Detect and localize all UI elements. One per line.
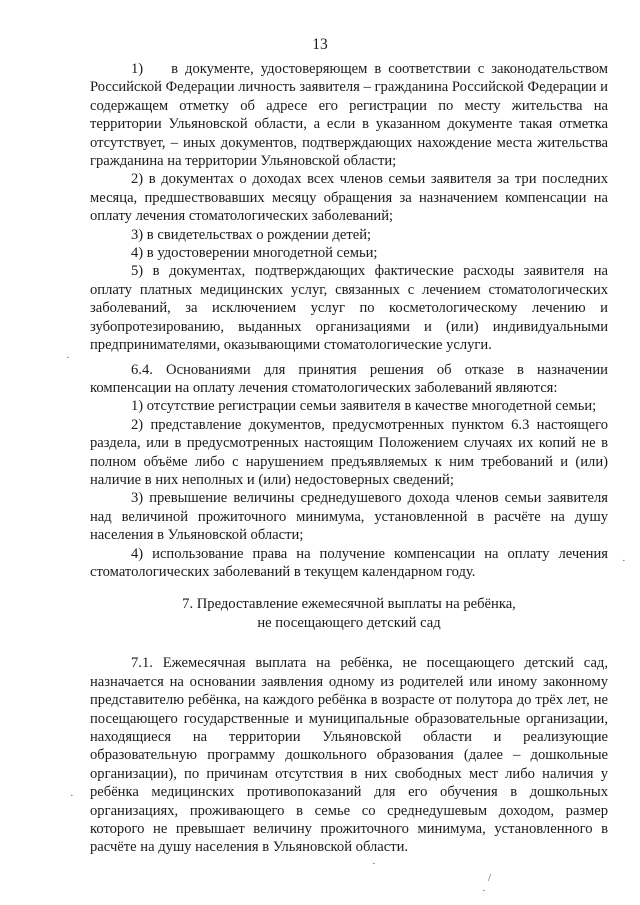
- refusal-item-1: 1) отсутствие регистрации семьи заявителя в качестве многодетной семьи;: [131, 398, 597, 415]
- paragraph-item-2: 2) в документах о доходах всех членов семьи заявителя за три последних месяца, предшествовавших месяцу обращения за назначением компенсации на оплату лечения стоматологических заболеваний;: [90, 171, 608, 225]
- paragraph-item-4: 4) в удостоверении многодетной семьи;: [131, 245, 378, 262]
- scan-speck-bottom-right: /: [488, 872, 492, 884]
- paragraph-7-1: 7.1. Ежемесячная выплата на ребёнка, не посещающего детский сад, назначается на основании заявления одному из родителей или иному законному представителю ребёнка, на каждого ребёнка в возрасте от полутора до трёх лет, не посещающего государственные и муниципальные образовательные организации, находящиеся на территории Ульяновской области и реализующие образовательную программу дошкольного образования (далее – дошкольные организации), по причинам отсутствия в них свободных мест либо наличия у ребёнка медицинских противопоказаний для его обучения в дошкольных организациях, проживающего в семье со среднедушевым доходом, размер которого не превышает величину прожиточного минимума, установленного в расчёте на душу населения в Ульяновской области.: [90, 655, 608, 856]
- section-heading-line-1: 7. Предоставление ежемесячной выплаты на ребёнка,: [182, 596, 516, 613]
- scan-speck-corner: ·: [482, 885, 486, 897]
- scan-speck-left: ·: [66, 352, 70, 364]
- page-number: 13: [312, 36, 328, 53]
- scan-speck-right: ·: [622, 555, 626, 567]
- paragraph-item-3: 3) в свидетельствах о рождении детей;: [131, 226, 372, 243]
- refusal-item-4: 4) использование права на получение компенсации на оплату лечения стоматологических заболеваний в текущем календарном году.: [90, 545, 608, 580]
- scan-speck-bottom-left: ·: [70, 790, 74, 802]
- refusal-item-3: 3) превышение величины среднедушевого дохода членов семьи заявителя над величиной прожиточного минимума, установленной в расчёте на душу населения в Ульяновской области;: [90, 490, 608, 544]
- section-heading-7: [90, 595, 608, 633]
- section-heading-line-2: не посещающего детский сад: [257, 615, 441, 632]
- document-body: [90, 60, 608, 857]
- refusal-item-2: 2) представление документов, предусмотренных пунктом 6.3 настоящего раздела, или в предусмотренных настоящим Положением случаях их копий не в полном объёме либо с нарушением предъявляемых к ним требований и (или) наличие в них неполных и (или) недостоверных сведений;: [90, 416, 608, 488]
- paragraph-item-5: 5) в документах, подтверждающих фактические расходы заявителя на оплату платных медицинских услуг, связанных с лечением стоматологических заболеваний, за исключением услуг по косметологическому лечению и зубопротезированию, выданных организациями и (или) индивидуальными предпринимателями, оказывающими стоматологические услуги.: [90, 263, 608, 354]
- paragraph-item-1: 1) в документе, удостоверяющем в соответствии с законодательством Российской Федерации личность заявителя – гражданина Российской Федерации и содержащем отметку об адресе его регистрации по месту жительства на территории Ульяновской области, а если в указанном документе такая отметка отсутствует, – иных документов, подтверждающих нахождение места жительства гражданина на территории Ульяновской области;: [90, 61, 608, 170]
- scan-speck-bottom: ·: [372, 858, 376, 870]
- paragraph-6-4: 6.4. Основаниями для принятия решения об отказе в назначении компенсации на оплату лечения стоматологических заболеваний являются:: [90, 361, 608, 396]
